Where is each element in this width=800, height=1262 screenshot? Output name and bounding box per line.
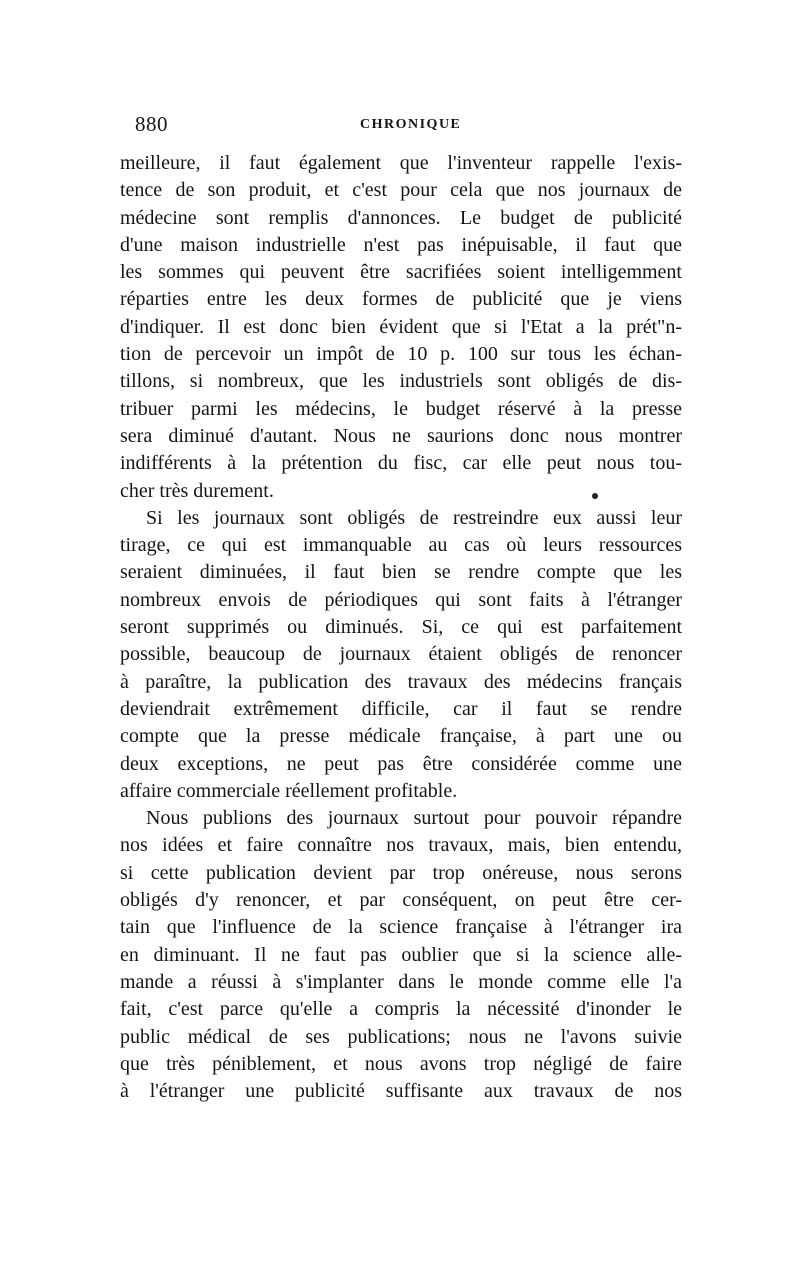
text-line: réparties entre les deux formes de publicité que je viens bbox=[120, 288, 682, 311]
text-line: à l'étranger une publicité suffisante aux travaux de nos bbox=[120, 1080, 682, 1103]
text-line: si cette publication devient par trop onéreuse, nous serons bbox=[120, 861, 682, 884]
paragraph bbox=[120, 805, 682, 1105]
running-head: CHRONIQUE bbox=[360, 117, 462, 132]
text-line: à paraître, la publication des travaux des médecins français bbox=[120, 670, 682, 693]
text-line: seront supprimés ou diminués. Si, ce qui est parfaitement bbox=[120, 616, 682, 639]
text-line: tillons, si nombreux, que les industriels sont obligés de dis- bbox=[120, 370, 682, 393]
text-line: tain que l'influence de la science française à l'étranger ira bbox=[120, 916, 682, 939]
text-line: nos idées et faire connaître nos travaux, mais, bien entendu, bbox=[120, 834, 682, 857]
text-line: deviendrait extrêmement difficile, car il faut se rendre bbox=[120, 697, 682, 720]
text-line: Nous publions des journaux surtout pour pouvoir répandre bbox=[146, 807, 682, 830]
text-line: tence de son produit, et c'est pour cela que nos journaux de bbox=[120, 179, 682, 202]
text-line: d'indiquer. Il est donc bien évident que si l'Etat a la prét"n- bbox=[120, 315, 682, 338]
text-line: sera diminué d'autant. Nous ne saurions donc nous montrer bbox=[120, 424, 682, 447]
text-line: meilleure, il faut également que l'inventeur rappelle l'exis- bbox=[120, 152, 682, 174]
text-line: en diminuant. Il ne faut pas oublier que si la science alle- bbox=[120, 943, 682, 966]
text-line: possible, beaucoup de journaux étaient obligés de renoncer bbox=[120, 643, 682, 666]
text-line: médecine sont remplis d'annonces. Le budget de publicité bbox=[120, 206, 682, 229]
text-line: obligés d'y renoncer, et par conséquent, on peut être cer- bbox=[120, 889, 682, 912]
text-line: affaire commerciale réellement profitable. bbox=[120, 779, 458, 802]
text-line: les sommes qui peuvent être sacrifiées soient intelligemment bbox=[120, 261, 682, 284]
text-line: seraient diminuées, il faut bien se rendre compte que les bbox=[120, 561, 682, 584]
text-line: compte que la presse médicale française, à part une ou bbox=[120, 725, 682, 748]
paragraph bbox=[120, 505, 682, 805]
body-text bbox=[120, 150, 682, 1105]
page-number: 880 bbox=[135, 112, 168, 136]
page-header bbox=[125, 112, 681, 142]
text-line: deux exceptions, ne peut pas être considérée comme une bbox=[120, 752, 682, 775]
text-line: Si les journaux sont obligés de restreindre eux aussi leur bbox=[146, 506, 682, 529]
text-line: fait, c'est parce qu'elle a compris la nécessité d'inonder le bbox=[120, 998, 682, 1021]
text-line: que très péniblement, et nous avons trop négligé de faire bbox=[120, 1052, 682, 1075]
text-line: tirage, ce qui est immanquable au cas où leurs ressources bbox=[120, 534, 682, 557]
text-line: indifférents à la prétention du fisc, car elle peut nous tou- bbox=[120, 452, 682, 475]
ink-speck bbox=[592, 493, 598, 499]
text-line: cher très durement. bbox=[120, 479, 274, 502]
text-line: tion de percevoir un impôt de 10 p. 100 sur tous les échan- bbox=[120, 343, 682, 366]
paragraph bbox=[120, 150, 682, 505]
text-line: tribuer parmi les médecins, le budget réservé à la presse bbox=[120, 397, 682, 420]
text-line: public médical de ses publications; nous ne l'avons suivie bbox=[120, 1025, 682, 1048]
text-line: nombreux envois de périodiques qui sont faits à l'étranger bbox=[120, 588, 682, 611]
text-line: d'une maison industrielle n'est pas inépuisable, il faut que bbox=[120, 233, 682, 256]
text-line: mande a réussi à s'implanter dans le monde comme elle l'a bbox=[120, 970, 682, 993]
